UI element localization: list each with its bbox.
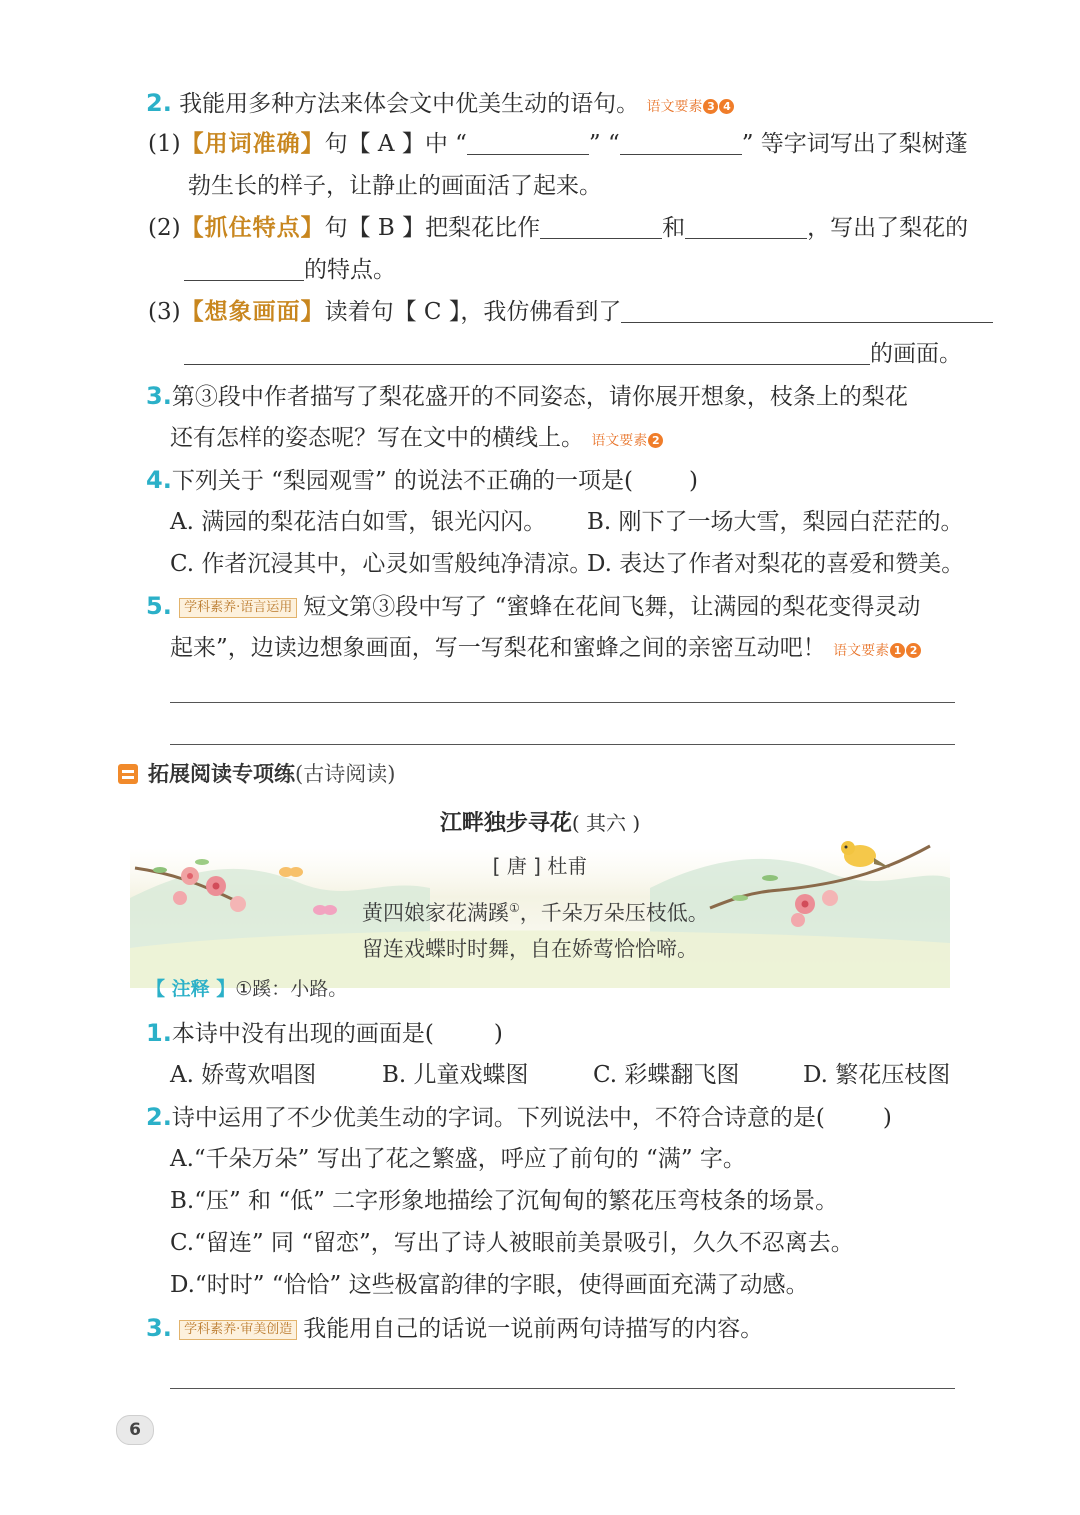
question-number: 5. (146, 592, 172, 620)
section-number-icon (118, 764, 138, 784)
question-text: 我能用多种方法来体会文中优美生动的语句。 (179, 91, 640, 117)
q2-part1-line2: 勃生长的样子，让静止的画面活了起来。 (188, 173, 602, 199)
poem-author: [ 唐 ] 杜甫 (492, 854, 588, 878)
element-number: 2 (906, 643, 921, 658)
q2-part1-line1: (1)【用词准确】句【 A 】中 “ ” “ ” 等字词写出了梨树蓬 (148, 131, 968, 157)
question-number: 1. (146, 1019, 172, 1047)
q5-line2: 起来”，边读边想象画面，写一写梨花和蜜蜂之间的亲密互动吧！ 语文要素 1 2 (170, 633, 1080, 666)
question-number: 3. (146, 1314, 172, 1342)
s2-q1-option-a[interactable]: A. 娇莺欢唱图 (170, 1062, 317, 1088)
element-tag: 语文要素 (833, 643, 890, 659)
element-tag: 语文要素 (646, 99, 703, 115)
s2-q3-stem: 3. 学科素养·审美创造 我能用自己的话说一说前两句诗描写的内容。 (146, 1314, 764, 1342)
section-header: 拓展阅读专项练(古诗阅读) (148, 762, 396, 786)
s2-q2-option-a[interactable]: A.“千朵万朵” 写出了花之繁盛，呼应了前句的 “满” 字。 (170, 1146, 746, 1172)
literacy-badge: 学科素养·审美创造 (179, 1320, 297, 1340)
fill-blank[interactable] (621, 300, 993, 323)
question-number: 2. (146, 1103, 172, 1131)
q4-stem: 4.下列关于 “梨园观雪” 的说法不正确的一项是( ) (146, 466, 698, 494)
q2-heading (146, 88, 1080, 122)
skill-label: 【抓住特点】 (180, 215, 325, 241)
question-number: 2. (146, 89, 172, 117)
fill-blank[interactable] (184, 342, 870, 365)
q2-part2-line2: 的特点。 (184, 255, 1080, 285)
poem-note: 【 注释 】①蹊：小路。 (146, 978, 348, 1000)
fill-blank[interactable] (467, 132, 589, 155)
answer-line[interactable] (170, 702, 955, 703)
q4-option-c[interactable]: C. 作者沉浸其中，心灵如雪般纯净清凉。 (170, 551, 593, 577)
s2-q1-option-d[interactable]: D. 繁花压枝图 (803, 1062, 951, 1088)
q2-part3-line2: 的画面。 (184, 339, 1080, 369)
poem-line-1: 黄四娘家花满蹊①，千朵万朵压枝低。 (362, 901, 709, 925)
q2-part3-line1: (3)【想象画面】读着句【 C 】，我仿佛看到了 (148, 297, 1080, 327)
fill-blank[interactable] (620, 132, 742, 155)
answer-line[interactable] (170, 1388, 955, 1389)
element-number: 2 (648, 433, 663, 448)
q4-option-d[interactable]: D. 表达了作者对梨花的喜爱和赞美。 (587, 551, 965, 577)
question-number: 4. (146, 466, 172, 494)
s2-q2-option-d[interactable]: D.“时时” “恰恰” 这些极富韵律的字眼，使得画面充满了动感。 (170, 1272, 809, 1298)
literacy-badge: 学科素养·语言运用 (179, 598, 297, 618)
s2-q2-option-c[interactable]: C.“留连” 同 “留恋”，写出了诗人被眼前美景吸引，久久不忍离去。 (170, 1230, 854, 1256)
q5-line1: 5. 学科素养·语言运用 短文第③段中写了 “蜜蜂在花间飞舞，让满园的梨花变得灵动 (146, 592, 921, 620)
page-number: 6 (116, 1415, 154, 1445)
s2-q1-option-c[interactable]: C. 彩蝶翻飞图 (593, 1062, 740, 1088)
poem-line-2: 留连戏蝶时时舞，自在娇莺恰恰啼。 (362, 937, 698, 961)
q2-part2-line1: (2)【抓住特点】句【 B 】把梨花比作 和 ，写出了梨花的 (148, 215, 969, 241)
fill-blank[interactable] (540, 216, 662, 239)
fill-blank[interactable] (685, 216, 807, 239)
answer-line[interactable] (170, 744, 955, 745)
element-number: 3 (703, 99, 718, 114)
element-tag: 语文要素 (591, 433, 648, 449)
skill-label: 【用词准确】 (180, 131, 325, 157)
element-number: 4 (719, 99, 734, 114)
q4-option-a[interactable]: A. 满园的梨花洁白如雪，银光闪闪。 (170, 509, 547, 535)
question-number: 3. (146, 382, 172, 410)
s2-q2-stem: 2.诗中运用了不少优美生动的字词。下列说法中，不符合诗意的是( ) (146, 1103, 892, 1131)
q3-line2: 还有怎样的姿态呢？写在文中的横线上。 语文要素 2 (170, 423, 1080, 456)
s2-q2-option-b[interactable]: B.“压” 和 “低” 二字形象地描绘了沉甸甸的繁花压弯枝条的场景。 (170, 1188, 839, 1214)
fill-blank[interactable] (184, 258, 304, 281)
q3-line1: 3.第③段中作者描写了梨花盛开的不同姿态，请你展开想象，枝条上的梨花 (146, 382, 908, 410)
poem-title: 江畔独步寻花( 其六 ) (439, 811, 641, 836)
element-number: 1 (890, 643, 905, 658)
s2-q1-option-b[interactable]: B. 儿童戏蝶图 (382, 1062, 529, 1088)
q4-option-b[interactable]: B. 刚下了一场大雪，梨园白茫茫的。 (587, 509, 964, 535)
s2-q1-stem: 1.本诗中没有出现的画面是( ) (146, 1019, 503, 1047)
skill-label: 【想象画面】 (180, 299, 325, 325)
